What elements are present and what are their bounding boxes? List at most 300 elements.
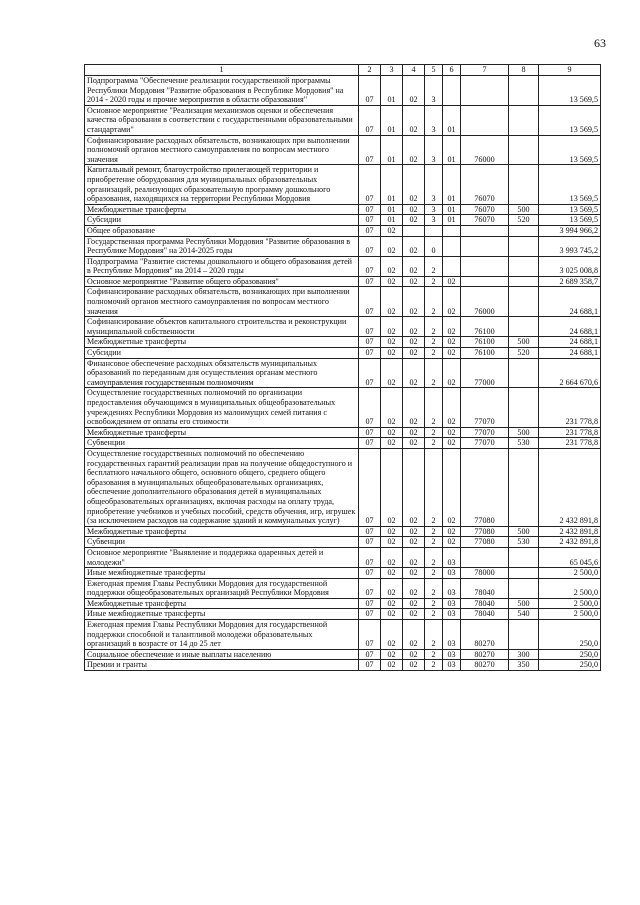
item-name-cell: Ежегодная премия Главы Республики Мордовия для государственной поддержки способной и талантливой молодежи образовательных организаций в возрасте от 14 до 25 лет bbox=[85, 620, 359, 650]
item-name-cell: Иные межбюджетные трансферты bbox=[85, 609, 359, 620]
expense-direction-cell: 77070 bbox=[461, 427, 509, 438]
ministry-code-cell: 07 bbox=[359, 204, 381, 215]
item-name-cell: Государственная программа Республики Мордовия "Развитие образования в Республике Мордовия" на 2014-2025 годы bbox=[85, 236, 359, 256]
item-name-cell: Общее образование bbox=[85, 225, 359, 236]
amount-cell: 13 569,5 bbox=[539, 215, 601, 226]
expense-direction-cell: 78000 bbox=[461, 568, 509, 579]
amount-cell: 13 569,5 bbox=[539, 165, 601, 204]
expense-direction-cell: 76100 bbox=[461, 348, 509, 359]
ministry-code-cell: 07 bbox=[359, 165, 381, 204]
program-code-cell: 02 bbox=[403, 448, 425, 526]
section-code-cell: 02 bbox=[381, 358, 403, 388]
activity-code-cell: 02 bbox=[443, 427, 461, 438]
column-header: 6 bbox=[443, 65, 461, 76]
ministry-code-cell: 07 bbox=[359, 660, 381, 671]
amount-cell: 24 688,1 bbox=[539, 348, 601, 359]
section-code-cell: 02 bbox=[381, 317, 403, 337]
section-code-cell: 01 bbox=[381, 76, 403, 106]
table-row bbox=[85, 609, 601, 620]
section-code-cell: 02 bbox=[381, 256, 403, 276]
subprogram-code-cell: 2 bbox=[425, 287, 443, 317]
ministry-code-cell: 07 bbox=[359, 427, 381, 438]
expense-direction-cell bbox=[461, 76, 509, 106]
amount-cell: 24 688,1 bbox=[539, 287, 601, 317]
activity-code-cell: 03 bbox=[443, 547, 461, 567]
expense-type-cell: 500 bbox=[509, 427, 539, 438]
activity-code-cell: 03 bbox=[443, 609, 461, 620]
ministry-code-cell: 07 bbox=[359, 287, 381, 317]
activity-code-cell: 02 bbox=[443, 317, 461, 337]
table-row bbox=[85, 204, 601, 215]
section-code-cell: 02 bbox=[381, 287, 403, 317]
ministry-code-cell: 07 bbox=[359, 348, 381, 359]
subprogram-code-cell: 2 bbox=[425, 649, 443, 660]
section-code-cell: 01 bbox=[381, 215, 403, 226]
ministry-code-cell: 07 bbox=[359, 276, 381, 287]
page-number: 63 bbox=[594, 36, 606, 50]
expense-direction-cell: 80270 bbox=[461, 620, 509, 650]
expense-direction-cell: 78040 bbox=[461, 609, 509, 620]
program-code-cell: 02 bbox=[403, 388, 425, 427]
expense-type-cell bbox=[509, 287, 539, 317]
item-name-cell: Межбюджетные трансферты bbox=[85, 598, 359, 609]
activity-code-cell: 02 bbox=[443, 438, 461, 449]
expense-type-cell bbox=[509, 225, 539, 236]
activity-code-cell: 02 bbox=[443, 276, 461, 287]
expense-direction-cell bbox=[461, 547, 509, 567]
subprogram-code-cell: 2 bbox=[425, 547, 443, 567]
amount-cell: 24 688,1 bbox=[539, 337, 601, 348]
expense-type-cell: 500 bbox=[509, 204, 539, 215]
section-code-cell: 02 bbox=[381, 537, 403, 548]
ministry-code-cell: 07 bbox=[359, 388, 381, 427]
item-name-cell: Межбюджетные трансферты bbox=[85, 526, 359, 537]
section-code-cell: 02 bbox=[381, 547, 403, 567]
table-row bbox=[85, 578, 601, 598]
amount-cell: 2 500,0 bbox=[539, 598, 601, 609]
program-code-cell: 02 bbox=[403, 287, 425, 317]
program-code-cell: 02 bbox=[403, 236, 425, 256]
program-code-cell: 02 bbox=[403, 537, 425, 548]
table-row bbox=[85, 76, 601, 106]
program-code-cell: 02 bbox=[403, 358, 425, 388]
item-name-cell: Основное мероприятие "Выявление и поддержка одаренных детей и молодежи" bbox=[85, 547, 359, 567]
section-code-cell: 02 bbox=[381, 438, 403, 449]
amount-cell: 231 778,8 bbox=[539, 388, 601, 427]
expense-direction-cell: 76070 bbox=[461, 165, 509, 204]
program-code-cell: 02 bbox=[403, 348, 425, 359]
header-row bbox=[85, 65, 601, 76]
program-code-cell: 02 bbox=[403, 609, 425, 620]
subprogram-code-cell: 2 bbox=[425, 598, 443, 609]
subprogram-code-cell: 2 bbox=[425, 388, 443, 427]
ministry-code-cell: 07 bbox=[359, 236, 381, 256]
table-row bbox=[85, 649, 601, 660]
section-code-cell: 02 bbox=[381, 660, 403, 671]
program-code-cell bbox=[403, 225, 425, 236]
section-code-cell: 02 bbox=[381, 578, 403, 598]
program-code-cell: 02 bbox=[403, 337, 425, 348]
section-code-cell: 02 bbox=[381, 276, 403, 287]
subprogram-code-cell: 2 bbox=[425, 276, 443, 287]
activity-code-cell: 02 bbox=[443, 287, 461, 317]
table-header bbox=[85, 65, 601, 76]
expense-direction-cell: 76100 bbox=[461, 337, 509, 348]
expense-type-cell bbox=[509, 358, 539, 388]
item-name-cell: Основное мероприятие "Развитие общего образования" bbox=[85, 276, 359, 287]
amount-cell: 2 500,0 bbox=[539, 568, 601, 579]
section-code-cell: 02 bbox=[381, 427, 403, 438]
amount-cell: 2 500,0 bbox=[539, 578, 601, 598]
activity-code-cell: 01 bbox=[443, 215, 461, 226]
section-code-cell: 01 bbox=[381, 204, 403, 215]
ministry-code-cell: 07 bbox=[359, 337, 381, 348]
section-code-cell: 02 bbox=[381, 348, 403, 359]
amount-cell: 13 569,5 bbox=[539, 105, 601, 135]
section-code-cell: 02 bbox=[381, 620, 403, 650]
program-code-cell: 02 bbox=[403, 165, 425, 204]
expense-direction-cell: 77070 bbox=[461, 388, 509, 427]
activity-code-cell: 03 bbox=[443, 660, 461, 671]
subprogram-code-cell: 3 bbox=[425, 105, 443, 135]
amount-cell: 24 688,1 bbox=[539, 317, 601, 337]
expense-type-cell: 500 bbox=[509, 337, 539, 348]
program-code-cell: 02 bbox=[403, 568, 425, 579]
program-code-cell: 02 bbox=[403, 660, 425, 671]
item-name-cell: Осуществление государственных полномочий по обеспечению государственных гарантий реализации прав на получение общедоступного и бесплатного начального общего, основного общего, среднего общего образования в муниципальных общеобразовательных организациях, обеспечение дополнительного образования детей в муниципальных общеобразовательных организациях, включая расходы на оплату труда, приобретение учебников и учебных пособий, средств обучения, игр, игрушек (за исключением расходов на содержание зданий и коммунальных услуг) bbox=[85, 448, 359, 526]
subprogram-code-cell: 2 bbox=[425, 609, 443, 620]
item-name-cell: Основное мероприятие "Реализация механизмов оценки и обеспечения качества образования в соответствии с государственными образовательными стандартами" bbox=[85, 105, 359, 135]
ministry-code-cell: 07 bbox=[359, 448, 381, 526]
ministry-code-cell: 07 bbox=[359, 578, 381, 598]
column-header: 9 bbox=[539, 65, 601, 76]
table-row bbox=[85, 598, 601, 609]
item-name-cell: Софинансирование расходных обязательств, возникающих при выполнении полномочий органов местного самоуправления по вопросам местного значения bbox=[85, 287, 359, 317]
section-code-cell: 01 bbox=[381, 135, 403, 165]
item-name-cell: Межбюджетные трансферты bbox=[85, 337, 359, 348]
subprogram-code-cell: 2 bbox=[425, 568, 443, 579]
table-row bbox=[85, 620, 601, 650]
amount-cell: 2 432 891,8 bbox=[539, 448, 601, 526]
program-code-cell: 02 bbox=[403, 427, 425, 438]
item-name-cell: Субвенции bbox=[85, 438, 359, 449]
subprogram-code-cell: 2 bbox=[425, 448, 443, 526]
ministry-code-cell: 07 bbox=[359, 105, 381, 135]
ministry-code-cell: 07 bbox=[359, 568, 381, 579]
activity-code-cell: 02 bbox=[443, 448, 461, 526]
ministry-code-cell: 07 bbox=[359, 225, 381, 236]
expense-type-cell bbox=[509, 165, 539, 204]
amount-cell: 3 994 966,2 bbox=[539, 225, 601, 236]
expense-direction-cell: 76070 bbox=[461, 204, 509, 215]
activity-code-cell bbox=[443, 236, 461, 256]
amount-cell: 231 778,8 bbox=[539, 438, 601, 449]
subprogram-code-cell: 2 bbox=[425, 537, 443, 548]
subprogram-code-cell: 2 bbox=[425, 660, 443, 671]
subprogram-code-cell: 0 bbox=[425, 236, 443, 256]
amount-cell: 3 025 008,8 bbox=[539, 256, 601, 276]
expense-type-cell: 540 bbox=[509, 609, 539, 620]
amount-cell: 13 569,5 bbox=[539, 204, 601, 215]
program-code-cell: 02 bbox=[403, 135, 425, 165]
activity-code-cell: 03 bbox=[443, 620, 461, 650]
subprogram-code-cell: 3 bbox=[425, 204, 443, 215]
expense-direction-cell: 77080 bbox=[461, 526, 509, 537]
subprogram-code-cell: 2 bbox=[425, 438, 443, 449]
program-code-cell: 02 bbox=[403, 438, 425, 449]
item-name-cell: Межбюджетные трансферты bbox=[85, 427, 359, 438]
subprogram-code-cell: 3 bbox=[425, 135, 443, 165]
program-code-cell: 02 bbox=[403, 215, 425, 226]
expense-direction-cell bbox=[461, 105, 509, 135]
program-code-cell: 02 bbox=[403, 620, 425, 650]
expense-direction-cell: 76100 bbox=[461, 317, 509, 337]
ministry-code-cell: 07 bbox=[359, 317, 381, 337]
ministry-code-cell: 07 bbox=[359, 649, 381, 660]
table-row bbox=[85, 256, 601, 276]
table-row bbox=[85, 568, 601, 579]
activity-code-cell: 02 bbox=[443, 526, 461, 537]
section-code-cell: 02 bbox=[381, 598, 403, 609]
expense-direction-cell: 76000 bbox=[461, 135, 509, 165]
expense-type-cell bbox=[509, 236, 539, 256]
table-row bbox=[85, 348, 601, 359]
program-code-cell: 02 bbox=[403, 276, 425, 287]
item-name-cell: Ежегодная премия Главы Республики Мордовия для государственной поддержки общеобразовательных организаций Республики Мордовия bbox=[85, 578, 359, 598]
section-code-cell: 01 bbox=[381, 165, 403, 204]
section-code-cell: 02 bbox=[381, 649, 403, 660]
expense-direction-cell bbox=[461, 276, 509, 287]
expense-type-cell bbox=[509, 76, 539, 106]
table-row bbox=[85, 547, 601, 567]
activity-code-cell: 03 bbox=[443, 568, 461, 579]
section-code-cell: 02 bbox=[381, 526, 403, 537]
expense-direction-cell: 80270 bbox=[461, 660, 509, 671]
expense-type-cell bbox=[509, 388, 539, 427]
section-code-cell: 01 bbox=[381, 105, 403, 135]
amount-cell: 13 569,5 bbox=[539, 76, 601, 106]
table-row bbox=[85, 276, 601, 287]
amount-cell: 3 993 745,2 bbox=[539, 236, 601, 256]
expense-type-cell: 300 bbox=[509, 649, 539, 660]
subprogram-code-cell: 3 bbox=[425, 165, 443, 204]
table-row bbox=[85, 427, 601, 438]
expense-type-cell: 520 bbox=[509, 215, 539, 226]
section-code-cell: 02 bbox=[381, 236, 403, 256]
expense-direction-cell bbox=[461, 225, 509, 236]
item-name-cell: Подпрограмма "Обеспечение реализации государственной программы Республики Мордовия "Развитие образования в Республике Мордовия" на 2014 - 2020 годы и прочие мероприятия в области образования" bbox=[85, 76, 359, 106]
section-code-cell: 02 bbox=[381, 337, 403, 348]
item-name-cell: Премии и гранты bbox=[85, 660, 359, 671]
program-code-cell: 02 bbox=[403, 649, 425, 660]
expense-type-cell bbox=[509, 578, 539, 598]
subprogram-code-cell: 3 bbox=[425, 76, 443, 106]
section-code-cell: 02 bbox=[381, 448, 403, 526]
ministry-code-cell: 07 bbox=[359, 609, 381, 620]
column-header: 3 bbox=[381, 65, 403, 76]
item-name-cell: Капитальный ремонт, благоустройство прилегающей территории и приобретение оборудования для муниципальных образовательных организаций, реализующих образовательную программу дошкольного образования, находящихся на территории Республики Мордовия bbox=[85, 165, 359, 204]
table-row bbox=[85, 317, 601, 337]
ministry-code-cell: 07 bbox=[359, 256, 381, 276]
subprogram-code-cell: 2 bbox=[425, 620, 443, 650]
amount-cell: 2 432 891,8 bbox=[539, 526, 601, 537]
expense-direction-cell bbox=[461, 256, 509, 276]
expense-direction-cell: 77070 bbox=[461, 438, 509, 449]
expense-direction-cell: 77080 bbox=[461, 537, 509, 548]
activity-code-cell: 01 bbox=[443, 105, 461, 135]
item-name-cell: Социальное обеспечение и иные выплаты населению bbox=[85, 649, 359, 660]
table-row bbox=[85, 526, 601, 537]
amount-cell: 2 689 358,7 bbox=[539, 276, 601, 287]
column-header: 8 bbox=[509, 65, 539, 76]
amount-cell: 2 500,0 bbox=[539, 609, 601, 620]
ministry-code-cell: 07 bbox=[359, 526, 381, 537]
expense-type-cell bbox=[509, 547, 539, 567]
program-code-cell: 02 bbox=[403, 317, 425, 337]
item-name-cell: Финансовое обеспечение расходных обязательств муниципальных образований по переданным для осуществления органам местного самоуправления государственным полномочиям bbox=[85, 358, 359, 388]
activity-code-cell: 02 bbox=[443, 337, 461, 348]
activity-code-cell bbox=[443, 225, 461, 236]
amount-cell: 2 432 891,8 bbox=[539, 537, 601, 548]
subprogram-code-cell: 2 bbox=[425, 317, 443, 337]
amount-cell: 2 664 670,6 bbox=[539, 358, 601, 388]
activity-code-cell: 03 bbox=[443, 649, 461, 660]
table-row bbox=[85, 537, 601, 548]
ministry-code-cell: 07 bbox=[359, 620, 381, 650]
amount-cell: 250,0 bbox=[539, 620, 601, 650]
item-name-cell: Субсидии bbox=[85, 348, 359, 359]
expense-direction-cell: 80270 bbox=[461, 649, 509, 660]
item-name-cell: Софинансирование объектов капитального строительства и реконструкции муниципальной собственности bbox=[85, 317, 359, 337]
table-row bbox=[85, 438, 601, 449]
expense-type-cell: 500 bbox=[509, 526, 539, 537]
activity-code-cell: 01 bbox=[443, 165, 461, 204]
program-code-cell: 02 bbox=[403, 547, 425, 567]
subprogram-code-cell: 2 bbox=[425, 256, 443, 276]
program-code-cell: 02 bbox=[403, 526, 425, 537]
subprogram-code-cell: 3 bbox=[425, 215, 443, 226]
expense-direction-cell: 78040 bbox=[461, 598, 509, 609]
ministry-code-cell: 07 bbox=[359, 135, 381, 165]
program-code-cell: 02 bbox=[403, 204, 425, 215]
subprogram-code-cell: 2 bbox=[425, 526, 443, 537]
activity-code-cell: 02 bbox=[443, 537, 461, 548]
expense-type-cell bbox=[509, 105, 539, 135]
expense-type-cell bbox=[509, 317, 539, 337]
activity-code-cell: 02 bbox=[443, 388, 461, 427]
amount-cell: 250,0 bbox=[539, 649, 601, 660]
table-row bbox=[85, 448, 601, 526]
amount-cell: 13 569,5 bbox=[539, 135, 601, 165]
item-name-cell: Субвенции bbox=[85, 537, 359, 548]
program-code-cell: 02 bbox=[403, 578, 425, 598]
expense-type-cell bbox=[509, 256, 539, 276]
column-header: 7 bbox=[461, 65, 509, 76]
table-row bbox=[85, 105, 601, 135]
section-code-cell: 02 bbox=[381, 609, 403, 620]
program-code-cell: 02 bbox=[403, 256, 425, 276]
activity-code-cell bbox=[443, 76, 461, 106]
column-header: 2 bbox=[359, 65, 381, 76]
expense-type-cell: 530 bbox=[509, 438, 539, 449]
ministry-code-cell: 07 bbox=[359, 547, 381, 567]
program-code-cell: 02 bbox=[403, 598, 425, 609]
ministry-code-cell: 07 bbox=[359, 598, 381, 609]
activity-code-cell: 03 bbox=[443, 578, 461, 598]
expense-type-cell: 350 bbox=[509, 660, 539, 671]
table-row bbox=[85, 215, 601, 226]
expense-type-cell: 520 bbox=[509, 348, 539, 359]
item-name-cell: Субсидии bbox=[85, 215, 359, 226]
ministry-code-cell: 07 bbox=[359, 537, 381, 548]
expense-type-cell bbox=[509, 448, 539, 526]
expense-direction-cell bbox=[461, 236, 509, 256]
item-name-cell: Подпрограмма "Развитие системы дошкольного и общего образования детей в Республике Мордовия" на 2014 – 2020 годы bbox=[85, 256, 359, 276]
item-name-cell: Осуществление государственных полномочий по организации предоставления обучающимся в муниципальных общеобразовательных учреждениях Республики Мордовия из малоимущих семей питания с освобождением от оплаты его стоимости bbox=[85, 388, 359, 427]
amount-cell: 231 778,8 bbox=[539, 427, 601, 438]
section-code-cell: 02 bbox=[381, 568, 403, 579]
expense-direction-cell: 76000 bbox=[461, 287, 509, 317]
table-row bbox=[85, 337, 601, 348]
table-row bbox=[85, 236, 601, 256]
ministry-code-cell: 07 bbox=[359, 358, 381, 388]
table-row bbox=[85, 358, 601, 388]
expense-direction-cell: 76070 bbox=[461, 215, 509, 226]
expense-direction-cell: 78040 bbox=[461, 578, 509, 598]
program-code-cell: 02 bbox=[403, 105, 425, 135]
column-header: 1 bbox=[85, 65, 359, 76]
activity-code-cell bbox=[443, 256, 461, 276]
expense-type-cell bbox=[509, 620, 539, 650]
activity-code-cell: 02 bbox=[443, 358, 461, 388]
item-name-cell: Иные межбюджетные трансферты bbox=[85, 568, 359, 579]
expense-type-cell bbox=[509, 568, 539, 579]
table-body bbox=[85, 76, 601, 671]
section-code-cell: 02 bbox=[381, 225, 403, 236]
table-row bbox=[85, 225, 601, 236]
table-row bbox=[85, 287, 601, 317]
subprogram-code-cell: 2 bbox=[425, 358, 443, 388]
subprogram-code-cell bbox=[425, 225, 443, 236]
ministry-code-cell: 07 bbox=[359, 76, 381, 106]
subprogram-code-cell: 2 bbox=[425, 578, 443, 598]
amount-cell: 65 045,6 bbox=[539, 547, 601, 567]
expense-type-cell bbox=[509, 276, 539, 287]
expense-type-cell: 500 bbox=[509, 598, 539, 609]
expense-direction-cell: 77000 bbox=[461, 358, 509, 388]
column-header: 4 bbox=[403, 65, 425, 76]
item-name-cell: Межбюджетные трансферты bbox=[85, 204, 359, 215]
subprogram-code-cell: 2 bbox=[425, 348, 443, 359]
activity-code-cell: 01 bbox=[443, 135, 461, 165]
table-row bbox=[85, 660, 601, 671]
table-row bbox=[85, 135, 601, 165]
budget-table bbox=[84, 64, 601, 671]
activity-code-cell: 03 bbox=[443, 598, 461, 609]
table-row bbox=[85, 388, 601, 427]
item-name-cell: Софинансирование расходных обязательств, возникающих при выполнении полномочий органов местного самоуправления по вопросам местного значения bbox=[85, 135, 359, 165]
expense-type-cell: 530 bbox=[509, 537, 539, 548]
column-header: 5 bbox=[425, 65, 443, 76]
table-row bbox=[85, 165, 601, 204]
section-code-cell: 02 bbox=[381, 388, 403, 427]
activity-code-cell: 01 bbox=[443, 204, 461, 215]
expense-direction-cell: 77080 bbox=[461, 448, 509, 526]
expense-type-cell bbox=[509, 135, 539, 165]
subprogram-code-cell: 2 bbox=[425, 337, 443, 348]
program-code-cell: 02 bbox=[403, 76, 425, 106]
ministry-code-cell: 07 bbox=[359, 215, 381, 226]
